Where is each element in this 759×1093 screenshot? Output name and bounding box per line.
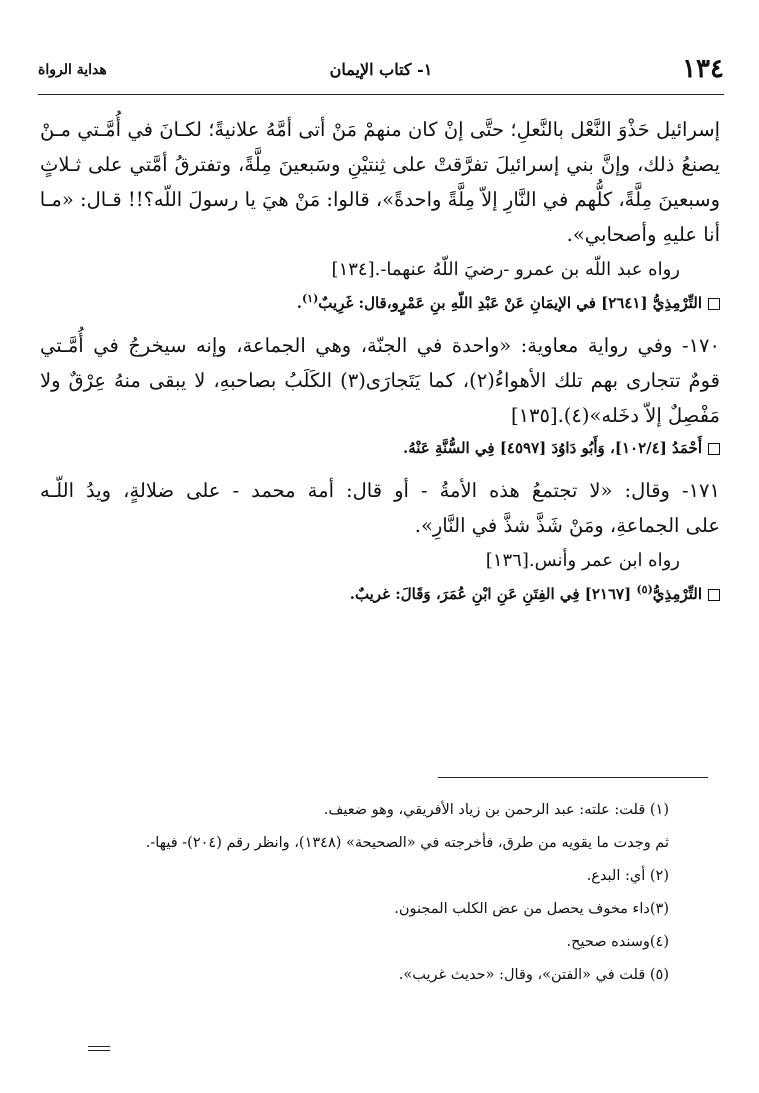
text-line: يصنعُ ذلك، وإنَّ بني إسرائيلَ تفرَّقتْ على ثِنتيْنِ وسَبعينَ مِلَّةً، وتفترقُ أمَّتي على ثـلاثٍ xyxy=(40,153,720,176)
hadith-source: رواه عبد اللّه بن عمرو -رضيَ اللّهُ عنهما-.[١٣٤] xyxy=(331,259,680,280)
reference-rest: [٢١٦٧] فِي الفِتَنِ عَنِ ابْنِ عُمَرَ، وَقَالَ: غريبٌ. xyxy=(349,585,637,603)
footnotes xyxy=(29,800,669,998)
footnote: (٥) قلت في «الفتن»، وقال: «حديث غريب». xyxy=(398,967,669,983)
footnote-divider xyxy=(438,777,708,778)
text-line: ١٧١- وقال: «لا تجتمعُ هذه الأمةُ - أو قال: أمة محمد - على ضلالةٍ، ويدُ اللّـه xyxy=(40,479,720,502)
footnote: (٣)داء مخوف يحصل من عض الكلب المجنون. xyxy=(394,901,669,917)
footnote-marker: (٥) xyxy=(636,583,653,596)
reference-text: أَحْمَدُ [١٠٢/٤]، وَأَبُو دَاوُدَ [٤٥٩٧] فِي السُّنَّةِ عَنْهُ. xyxy=(403,439,702,457)
square-bullet-icon xyxy=(708,298,720,310)
hadith-171 xyxy=(40,473,720,609)
reference-text: التِّرْمِذِيُّ [٢٦٤١] في الإيمَانِ عَنْ عَبْدِ اللّهِ بنِ عَمْرٍو،قال: غَرِيبٌ xyxy=(318,294,702,312)
text-line: إسرائيل حَذْوَ النَّعْل بالنَّعلِ؛ حتَّى إنْ كان منهمْ مَنْ أتى أمَّهُ علانيةً؛ لكـانَ في أُمَّـتي مـنْ xyxy=(40,118,720,141)
footnote: ثم وجدت ما يقويه من طرق، فأخرجته في «الصحيحة» (١٣٤٨)، وانظر رقم (٢٠٤)- فيها-. xyxy=(145,835,669,851)
chapter-title: ١- كتاب الإيمان xyxy=(329,60,433,79)
text-line: ١٧٠- وفي رواية معاوية: «واحدة في الجنّة، وهي الجماعة، وإنه سيخرجُ في أُمَّـتي xyxy=(40,334,720,357)
hadith-reference xyxy=(40,288,720,318)
page-header xyxy=(38,52,724,94)
text-line: على الجماعةِ، ومَنْ شَذَّ شذَّ في النَّارِ». xyxy=(414,514,720,537)
reference-text: التِّرْمِذِيُّ xyxy=(652,585,702,603)
header-divider xyxy=(38,94,724,95)
main-text xyxy=(40,112,720,609)
footnote: (٤)وسنده صحيح. xyxy=(566,934,669,950)
text-line: مَفْصِلٌ إلاّ دخَله»(٤).[١٣٥] xyxy=(510,404,720,427)
hadith-reference xyxy=(40,433,720,463)
book-title: هداية الرواة xyxy=(38,62,107,78)
reference-end: . xyxy=(296,294,302,312)
hadith-169 xyxy=(40,112,720,318)
footnote: (٢) أي: البدع. xyxy=(586,868,669,884)
hadith-reference xyxy=(40,579,720,609)
footnote: (١) قلت: علته: عبد الرحمن بن زياد الأفريقي، وهو ضعيف. xyxy=(323,802,669,818)
end-mark xyxy=(88,1046,110,1054)
hadith-170 xyxy=(40,328,720,463)
text-line: قومٌ تتجارى بهم تلك الأهواءُ(٢)، كما يَتَجارَى(٣) الكَلَبُ بصاحبهِ، لا يبقى منهُ عِرْقٌ ولا xyxy=(40,369,720,392)
square-bullet-icon xyxy=(708,443,720,455)
hadith-source: رواه ابن عمر وأنس.[١٣٦] xyxy=(485,550,680,571)
text-line: وسبعينَ مِلَّةً، كلُّهم في النَّارِ إلاّ مِلَّةً واحدةً»، قالوا: مَنْ هيَ يا رسولَ اللّه؟!! قـال: «مـا xyxy=(39,188,720,211)
footnote-marker: (١) xyxy=(301,292,319,305)
square-bullet-icon xyxy=(708,589,720,601)
page-number: ١٣٤ xyxy=(682,54,724,84)
text-line: أنا عليهِ وأصحابي». xyxy=(566,223,720,246)
